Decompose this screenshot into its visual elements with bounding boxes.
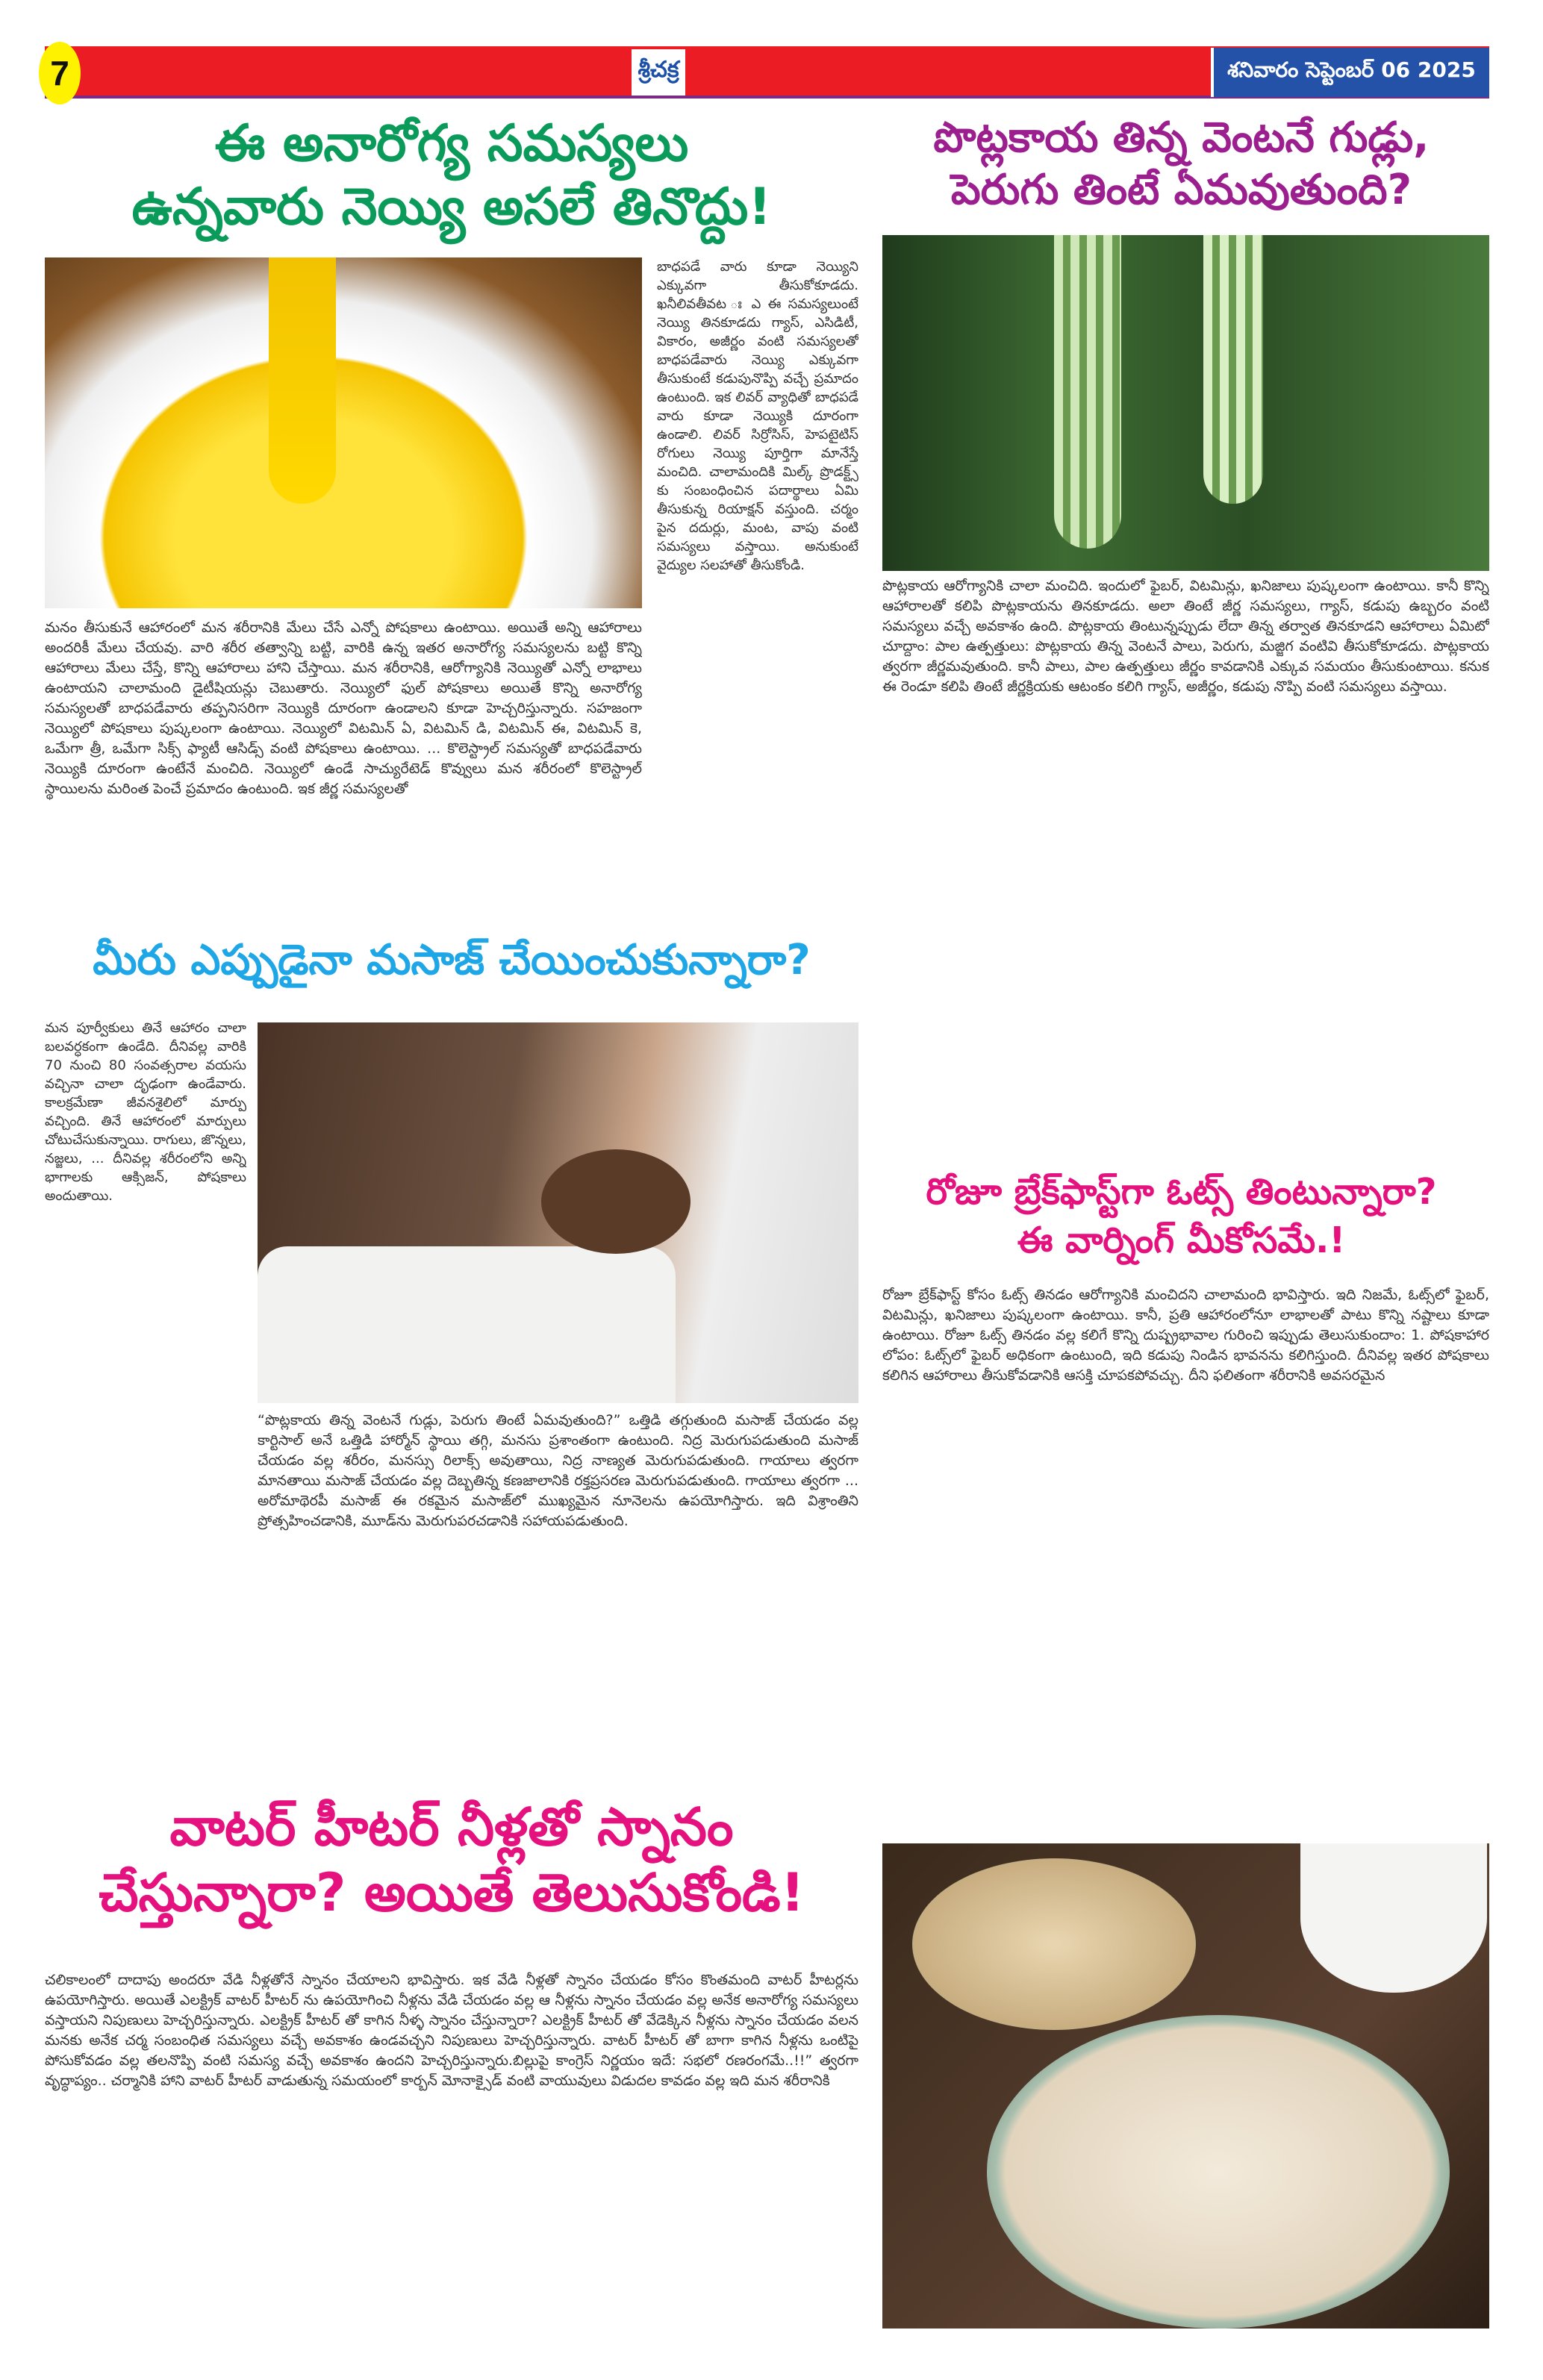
page-number: 7 bbox=[39, 42, 81, 104]
oats-bowl bbox=[912, 1858, 1196, 2030]
ghee-body-text: మనం తీసుకునే ఆహారంలో మన శరీరానికి మేలు చేసే ఎన్నో పోషకాలు ఉంటాయి. అయితే అన్ని ఆహారాలు అందరికీ మేలు చేయవు. వారి శరీర తత్వాన్ని బట్టి, వారికి ఉన్న ఇతర అనారోగ్య సమస్యలను బట్టి కొన్ని ఆహారాలు మేలు చేస్తే, కొన్ని ఆహారాలు హాని చేస్తాయి. మన శరీరానికి, ఆరోగ్యానికి నెయ్యితో ఎన్నో లాభాలు ఉంటాయని చాలామంది డైటీషియన్లు చెబుతారు. నెయ్యిలో ఫుల్ పోషకాలు అయితే కొన్ని అనారోగ్య సమస్యలతో బాధపడేవారు తప్పనిసరిగా నెయ్యికి దూరంగా ఉండాలని కూడా హెచ్చరిస్తున్నారు. సహజంగా నెయ్యిలో పోషకాలు పుష్కలంగా ఉంటాయి. నెయ్యిలో విటమిన్ ఏ, విటమిన్ డి, విటమిన్ ఈ, విటమిన్ కె, ఒమేగా త్రీ, ఒమేగా సిక్స్ ఫ్యాటీ ఆసిడ్స్ వంటి పోషకాలు ఉంటాయి. ... కొలెస్ట్రాల్ సమస్యతో బాధపడేవారు నెయ్యికి దూరంగా ఉంటేనే మంచిది. నెయ్యిలో ఉండే సాచ్యురేటెడ్ కొవ్వులు మన శరీరంలో కొలెస్ట్రాల్ స్థాయిలను మరింత పెంచే ప్రమాదం ఉంటుంది. ఇక జీర్ణ సమస్యలతో bbox=[45, 619, 642, 797]
milk-jar bbox=[1300, 1843, 1487, 1993]
ghee-headline bbox=[45, 112, 858, 239]
heater-headline bbox=[45, 1795, 858, 1925]
oats-photo bbox=[882, 1843, 1489, 2329]
headline-line: చేస్తున్నారా? అయితే తెలుసుకోండి! bbox=[99, 1861, 805, 1923]
issue-date: శనివారం సెప్టెంబర్ 06 2025 bbox=[1211, 48, 1489, 97]
newspaper-logo: శ్రీచక్ర bbox=[632, 49, 685, 96]
ridge-gourd-headline bbox=[873, 112, 1489, 216]
headline-line: పొట్లకాయ తిన్న వెంటనే గుడ్లు, bbox=[933, 113, 1430, 162]
massage-body-text: “పొట్లకాయ తిన్న వెంటనే గుడ్లు, పెరుగు తింటే ఏమవుతుంది?” ఒత్తిడి తగ్గుతుంది మసాజ్ చేయడం వల్ల కార్టిసాల్ అనే ఒత్తిడి హార్మోన్ స్థాయి తగ్గి, మనసు ప్రశాంతంగా ఉంటుంది. నిద్ర మెరుగుపడుతుంది మసాజ్ చేయడం వల్ల శరీరం, మనస్సు రిలాక్స్ అవుతాయి, నిద్ర నాణ్యత మెరుగుపడుతుంది. గాయాలు త్వరగా మానతాయి మసాజ్ చేయడం వల్ల దెబ్బతిన్న కణజాలానికి రక్తప్రసరణ మెరుగుపడుతుంది. గాయాలు త్వరగా ... అరోమాథెరపీ మసాజ్ ఈ రకమైన మసాజ్‌లో ముఖ్యమైన నూనెలను ఉపయోగిస్తారు. ఇది విశ్రాంతిని ప్రోత్సహించడానికి, మూడ్‌ను మెరుగుపరచడానికి సహాయపడుతుంది. bbox=[258, 1412, 858, 1529]
headline-line: వాటర్ హీటర్ నీళ్లతో స్నానం bbox=[169, 1796, 734, 1858]
ghee-side-text: బాధపడే వారు కూడా నెయ్యిని ఎక్కువగా తీసుకోకూడదు. ఖనీలివతీవట ః ఎ ఈ సమస్యలుంటే నెయ్యి తినకూడదు గ్యాస్, ఎసిడిటీ, వికారం, అజీర్ణం వంటి సమస్యలతో బాధపడేవారు నెయ్యి ఎక్కువగా తీసుకుంటే కడుపునొప్పి వచ్చే ప్రమాదం ఉంటుంది. ఇక లివర్ వ్యాధితో బాధపడే వారు కూడా నెయ్యికి దూరంగా ఉండాలి. లివర్ సిర్రోసిస్, హెపటైటిస్ రోగులు నెయ్యి పూర్తిగా మానేస్తే మంచిది. చాలామందికి మిల్క్ ప్రొడక్ట్స్ కు సంబంధించిన పదార్థాలు ఏమి తీసుకున్న రియాక్షన్ వస్తుంది. చర్మం పైన దదుర్లు, మంట, వాపు వంటి సమస్యలు వస్తాయి. అనుకుంటే వైద్యుల సలహాతో తీసుకోండి. bbox=[657, 259, 858, 573]
gourd bbox=[1054, 235, 1121, 549]
headline-line: రోజూ బ్రేక్‌ఫాస్ట్‌గా ఓట్స్ తింటున్నారా? bbox=[926, 1171, 1437, 1213]
ridge-gourd-body-text: పొట్లకాయ ఆరోగ్యానికి చాలా మంచిది. ఇందులో ఫైబర్, విటమిన్లు, ఖనిజాలు పుష్కలంగా ఉంటాయి. కానీ కొన్ని ఆహారాలతో కలిపి పొట్లకాయను తినకూడదు. అలా తింటే జీర్ణ సమస్యలు, గ్యాస్, కడుపు ఉబ్బరం వంటి సమస్యలు వచ్చే అవకాశం ఉంది. పొట్లకాయ తింటున్నప్పుడు లేదా తిన్న తర్వాత తినకూడని ఆహారాలు ఏమిటో చూద్దాం: పాల ఉత్పత్తులు: పొట్లకాయ తిన్న వెంటనే పాలు, పెరుగు, మజ్జిగ వంటివి తీసుకోకూడదు. పొట్లకాయ త్వరగా జీర్ణమవుతుంది. కానీ పాలు, పాల ఉత్పత్తులు జీర్ణం కావడానికి ఎక్కువ సమయం తీసుకుంటాయి. కనుక ఈ రెండూ కలిపి తింటే జీర్ణక్రియకు ఆటంకం కలిగి గ్యాస్, అజీర్ణం, కడుపు నొప్పి వంటి సమస్యలు వస్తాయి. bbox=[882, 578, 1489, 695]
headline-line: ఈ వార్నింగ్ మీకోసమే.! bbox=[1017, 1219, 1346, 1261]
heater-body-text: చలికాలంలో దాదాపు అందరూ వేడి నీళ్లతోనే స్నానం చేయాలని భావిస్తారు. ఇక వేడి నీళ్లతో స్నానం చేయడం కోసం కొంతమంది వాటర్ హీటర్లను ఉపయోగిస్తారు. అయితే ఎలక్ట్రిక్ వాటర్ హీటర్ ను ఉపయోగించి నీళ్లను వేడి చేయడం వల్ల ఆ నీళ్లను స్నానం చేయడం వల్ల అనేక అనారోగ్య సమస్యలు వస్తాయని నిపుణులు హెచ్చరిస్తున్నారు. ఎలక్ట్రిక్ హీటర్ తో కాగిన నీళ్ళ స్నానం చేస్తున్నారా? ఎలక్ట్రిక్ హీటర్ తో వేడెక్కిన నీళ్లను స్నానం చేయడం వలన మనకు అనేక చర్మ సంబంధిత సమస్యలు వచ్చే అవకాశం ఉండవచ్చని నిపుణులు హెచ్చరిస్తున్నారు. వాటర్ హీటర్ తో బాగా కాగిన నీళ్లను ఒంటిపై పోసుకోవడం వల్ల తలనొప్పి వంటి సమస్య వచ్చే అవకాశం ఉందని హెచ్చరిస్తున్నారు.బిల్లుపై కాంగ్రెస్ నిర్ణయం ఇదే: సభలో రణరంగమే..!!” త్వరగా వృద్ధాప్యం.. చర్మానికి హాని వాటర్ హీటర్ వాడుతున్న సమయంలో కార్బన్ మోనాక్సైడ్ వంటి వాయువులు విడుదల కావడం వల్ల ఇది మన శరీరానికి bbox=[45, 1972, 858, 2089]
towel bbox=[258, 1246, 676, 1403]
oats-headline bbox=[873, 1168, 1489, 1265]
face bbox=[541, 1149, 691, 1254]
porridge-bowl bbox=[987, 2015, 1450, 2329]
ghee-stream bbox=[269, 257, 336, 504]
ridge-gourd-photo bbox=[882, 235, 1489, 571]
headline-line: ఈ అనారోగ్య సమస్యలు bbox=[214, 114, 689, 173]
massage-headline: మీరు ఎప్పుడైనా మసాజ్ చేయించుకున్నారా? bbox=[93, 936, 811, 984]
gourd bbox=[1203, 235, 1263, 504]
headline-line: ఉన్నవారు నెయ్యి అసలే తినొద్దు! bbox=[131, 178, 772, 237]
massage-photo bbox=[258, 1022, 858, 1403]
headline-line: పెరుగు తింటే ఏమవుతుంది? bbox=[950, 166, 1412, 214]
ghee-photo bbox=[45, 257, 642, 608]
oats-body-text: రోజూ బ్రేక్‌ఫాస్ట్ కోసం ఓట్స్ తినడం ఆరోగ్యానికి మంచిదని చాలామంది భావిస్తారు. ఇది నిజమే, ఓట్స్‌లో ఫైబర్, విటమిన్లు, ఖనిజాలు పుష్కలంగా ఉంటాయి. కానీ, ప్రతి ఆహారంలోనూ లాభాలతో పాటు కొన్ని నష్టాలు కూడా ఉంటాయి. రోజూ ఓట్స్ తినడం వల్ల కలిగే కొన్ని దుష్ప్రభావాల గురించి ఇప్పుడు తెలుసుకుందాం: 1. పోషకాహార లోపం: ఓట్స్‌లో ఫైబర్ అధికంగా ఉంటుంది, ఇది కడుపు నిండిన భావనను కలిగిస్తుంది. దీనివల్ల ఇతర పోషకాలు కలిగిన ఆహారాలు తీసుకోవడానికి ఆసక్తి చూపకపోవచ్చు. దీని ఫలితంగా శరీరానికి అవసరమైన bbox=[882, 1287, 1489, 1384]
massage-side-text: మన పూర్వీకులు తినే ఆహారం చాలా బలవర్ధకంగా ఉండేది. దీనివల్ల వారికి 70 నుంచి 80 సంవత్సరాల వయసు వచ్చినా చాలా దృఢంగా ఉండేవారు. కాలక్రమేణా జీవనశైలిలో మార్పు వచ్చింది. తినే ఆహారంలో మార్పులు చోటుచేసుకున్నాయి. రాగులు, జొన్నలు, నజ్జలు, ... దీనివల్ల శరీరంలోని అన్ని భాగాలకు ఆక్సిజన్, పోషకాలు అందుతాయి. bbox=[45, 1020, 246, 1204]
